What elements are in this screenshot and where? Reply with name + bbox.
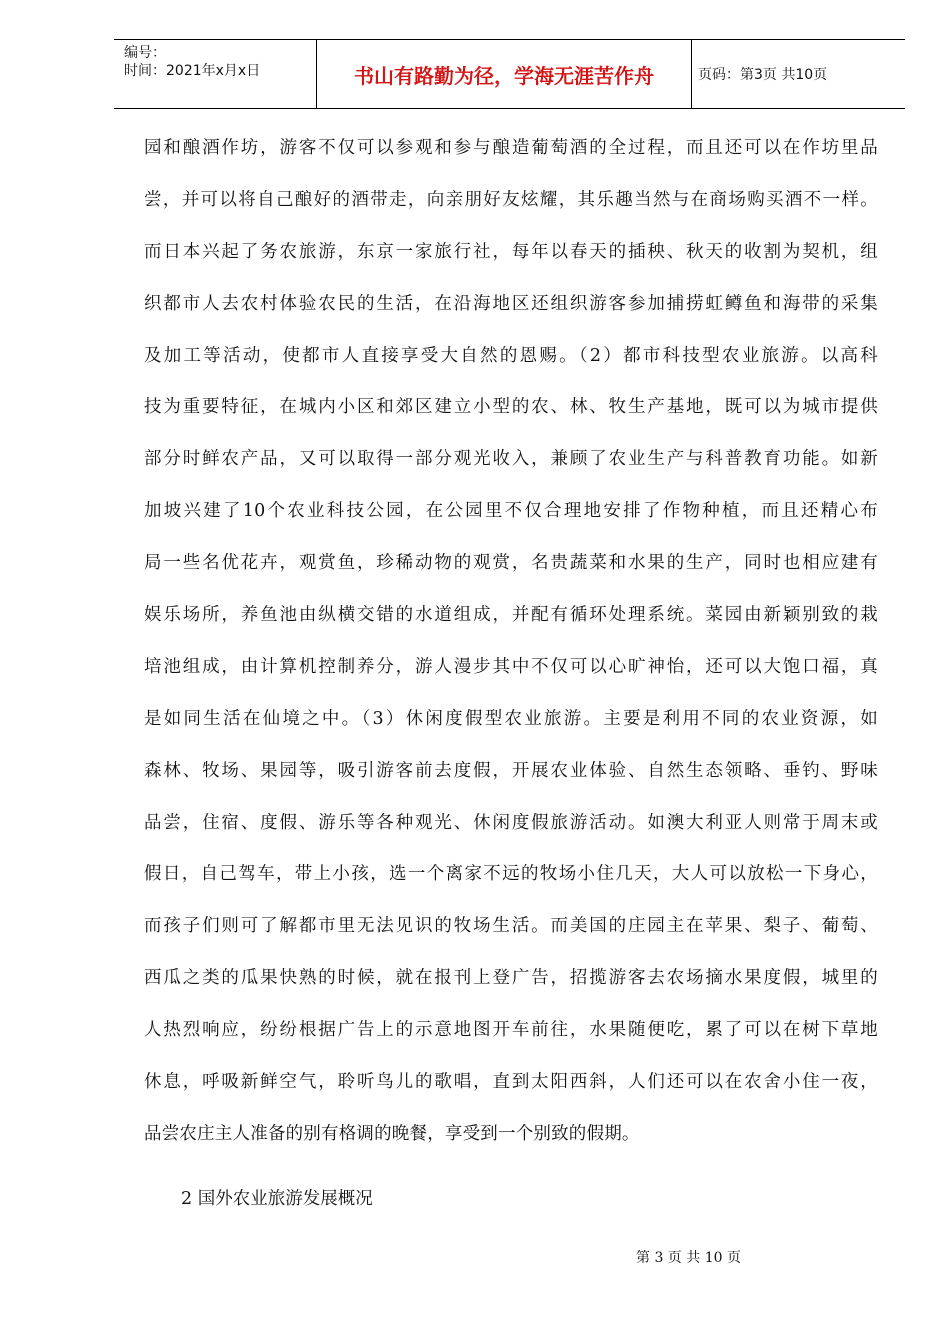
section-heading: 2 国外农业旅游发展概况 xyxy=(181,1189,373,1209)
header-page-label: 页码：第3页 共10页 xyxy=(698,67,828,83)
text-line: 局一些名优花卉，观赏鱼，珍稀动物的观赏，名贵蔬菜和水果的生产，同时也相应建有 xyxy=(144,553,878,574)
document-number-label: 编号： xyxy=(124,45,166,61)
text-line: 是如同生活在仙境之中。（3）休闲度假型农业旅游。主要是利用不同的农业资源，如 xyxy=(144,708,878,729)
text-line: 培池组成，由计算机控制养分，游人漫步其中不仅可以心旷神怡，还可以大饱口福，真 xyxy=(144,656,878,677)
text-line: 休息，呼吸新鲜空气，聆听鸟儿的歌唱，直到太阳西斜，人们还可以在农舍小住一夜， xyxy=(144,1072,878,1093)
header-meta xyxy=(114,40,316,108)
text-line: 森林、牧场、果园等，吸引游客前去度假，开展农业体验、自然生态领略、垂钓、野味 xyxy=(144,760,878,781)
text-line: 加坡兴建了10个农业科技公园，在公园里不仅合理地安排了作物种植，而且还精心布 xyxy=(144,501,878,522)
text-line: 而日本兴起了务农旅游，东京一家旅行社，每年以春天的插秧、秋天的收割为契机，组 xyxy=(144,241,878,262)
text-line: 部分时鲜农产品，又可以取得一部分观光收入，兼顾了农业生产与科普教育功能。如新 xyxy=(144,449,878,470)
text-line: 而孩子们则可了解都市里无法见识的牧场生活。而美国的庄园主在苹果、梨子、葡萄、 xyxy=(144,916,878,937)
text-line: 及加工等活动，使都市人直接享受大自然的恩赐。（2）都市科技型农业旅游。以高科 xyxy=(144,345,878,366)
text-line: 假日，自己驾车，带上小孩，选一个离家不远的牧场小住几天，大人可以放松一下身心， xyxy=(144,864,878,885)
header-motto: 书山有路勤为径，学海无涯苦作舟 xyxy=(316,40,692,108)
text-line: 品尝，住宿、度假、游乐等各种观光、休闲度假旅游活动。如澳大利亚人则常于周末或 xyxy=(144,812,878,833)
text-line: 园和酿酒作坊，游客不仅可以参观和参与酿造葡萄酒的全过程，而且还可以在作坊里品 xyxy=(144,138,878,158)
text-line: 西瓜之类的瓜果快熟的时候，就在报刊上登广告，招揽游客去农场摘水果度假，城里的 xyxy=(144,968,878,989)
text-line: 娱乐场所，养鱼池由纵横交错的水道组成，并配有循环处理系统。菜园由新颖别致的栽 xyxy=(144,605,878,626)
text-line: 织都市人去农村体验农民的生活，在沿海地区还组织游客参加捕捞虹鳟鱼和海带的采集 xyxy=(144,293,878,314)
page-footer: 第 3 页 共 10 页 xyxy=(636,1250,741,1266)
text-line: 品尝农庄主人准备的别有格调的晚餐，享受到一个别致的假期。 xyxy=(144,1123,640,1144)
document-body xyxy=(144,131,878,1169)
page-header xyxy=(114,39,905,109)
text-line: 技为重要特征，在城内小区和郊区建立小型的农、林、牧生产基地，既可以为城市提供 xyxy=(144,397,878,418)
text-line: 尝，并可以将自己酿好的酒带走，向亲朋好友炫耀，其乐趣当然与在商场购买酒不一样。 xyxy=(144,189,878,210)
document-time-label: 时间：2021年x月x日 xyxy=(124,63,261,79)
text-line: 人热烈响应，纷纷根据广告上的示意地图开车前往，水果随便吃，累了可以在树下草地 xyxy=(144,1020,878,1041)
